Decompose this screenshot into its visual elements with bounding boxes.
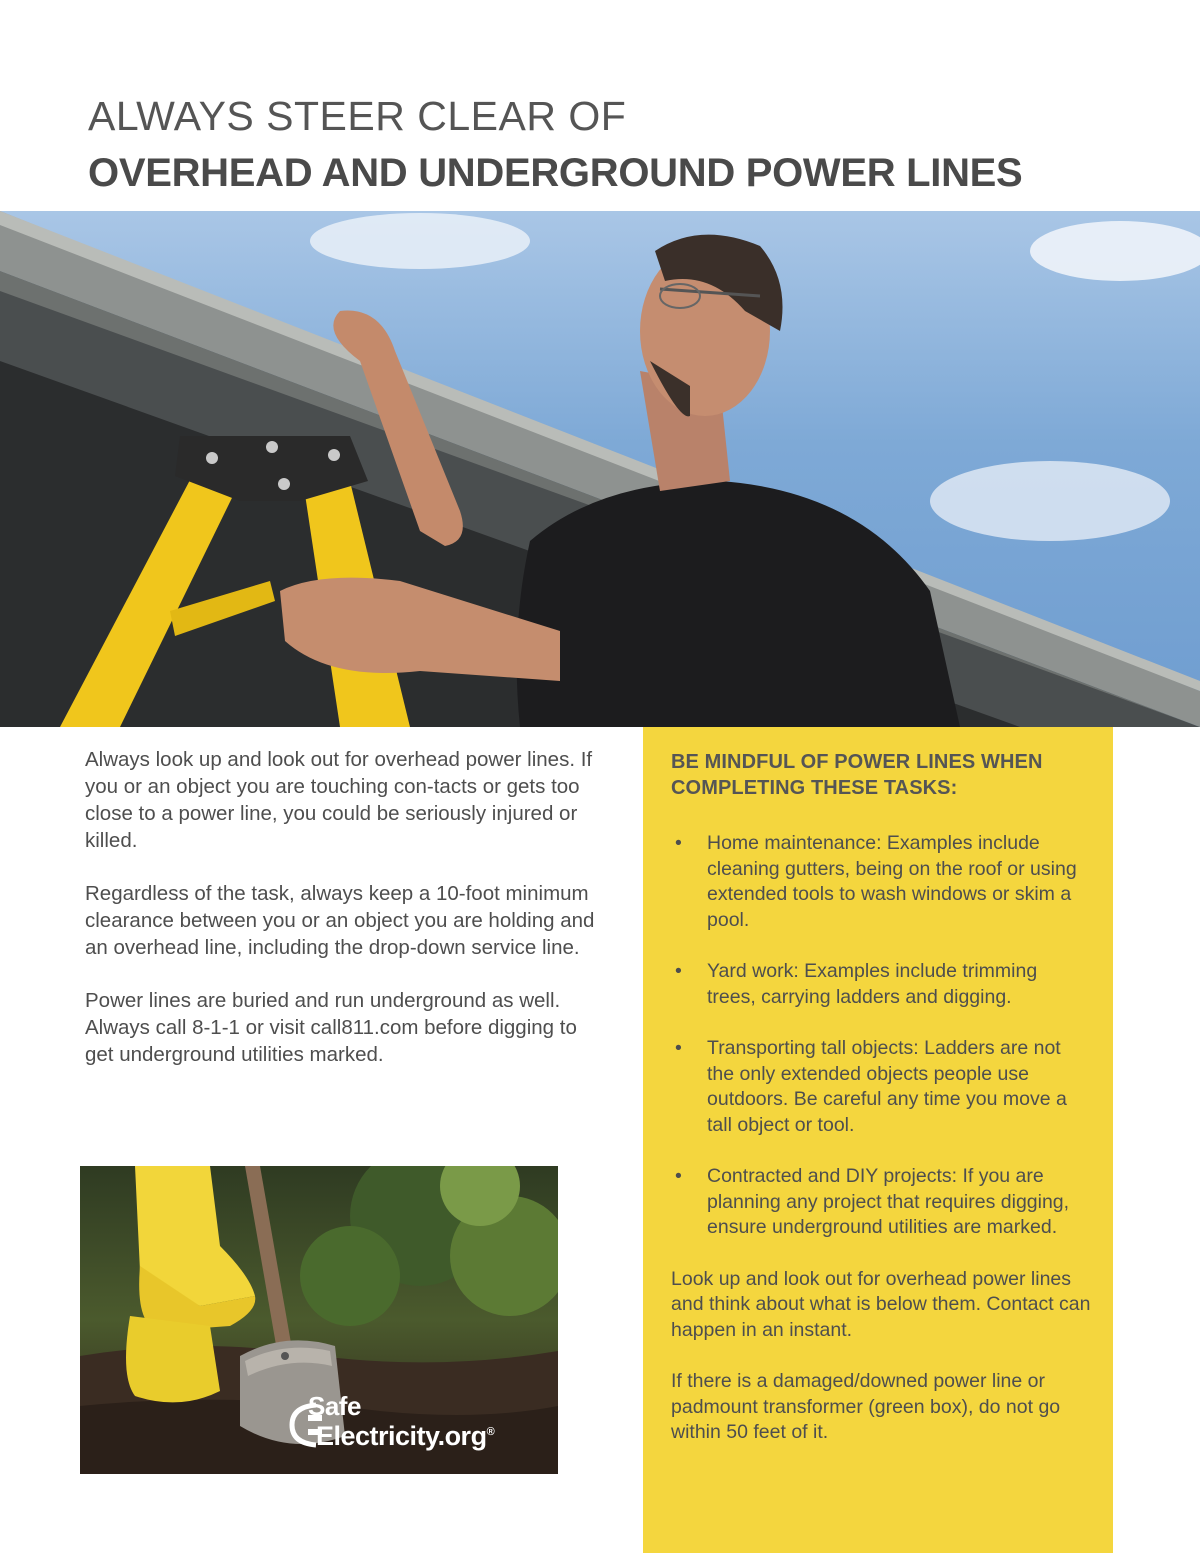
intro-text-column: [85, 746, 605, 1094]
logo-line-1: Safe: [308, 1391, 361, 1421]
bullet-icon: •: [675, 832, 682, 854]
sidebar-heading: BE MINDFUL OF POWER LINES WHEN COMPLETING THESE TASKS:: [671, 751, 1043, 799]
task-item-yard-work: [671, 959, 1091, 1010]
intro-paragraph-3: Power lines are buried and run underground as well. Always call 8-1-1 or visit call811.com before digging to get underground utilities marked.: [85, 989, 577, 1066]
closing-paragraph-2: If there is a damaged/downed power line or padmount transformer (green box), do not go within 50 feet of it.: [671, 1370, 1061, 1443]
intro-paragraph-1: Always look up and look out for overhead power lines. If you or an object you are touching con-tacts or gets too close to a power line, you could be seriously injured or killed.: [85, 748, 593, 852]
task-list: [671, 831, 1091, 1241]
task-item-transporting-tall-objects: [671, 1036, 1091, 1138]
task-item-contracted-diy: [671, 1164, 1091, 1241]
hero-photo-man-on-ladder: [0, 211, 1200, 727]
tasks-sidebar: [643, 727, 1113, 1553]
intro-paragraph-2: Regardless of the task, always keep a 10-foot minimum clearance between you or an object you are holding and an overhead line, including the drop-down service line.: [85, 882, 595, 959]
bullet-icon: •: [675, 1037, 682, 1059]
bullet-icon: •: [675, 960, 682, 982]
bullet-icon: •: [675, 1165, 682, 1187]
header-line-2: OVERHEAD AND UNDERGROUND POWER LINES: [88, 151, 1023, 195]
task-item-text: Home maintenance: Examples include cleaning gutters, being on the roof or using extended tools to wash windows or skim a pool.: [707, 832, 1077, 931]
task-item-text: Transporting tall objects: Ladders are not the only extended objects people use outdoors. Be careful any time you move a tall object or tool.: [707, 1037, 1067, 1136]
task-item-home-maintenance: [671, 831, 1091, 933]
digging-photo: [80, 1166, 558, 1474]
hero-illustration: [0, 211, 1200, 727]
closing-paragraph-1: Look up and look out for overhead power lines and think about what is below them. Contact can happen in an instant.: [671, 1267, 1091, 1341]
registered-mark: ®: [486, 1426, 495, 1438]
logo-line-2: [316, 1421, 494, 1452]
task-item-text: Yard work: Examples include trimming trees, carrying ladders and digging.: [707, 960, 1038, 1008]
logo-wordmark: Electricity.org: [316, 1421, 487, 1451]
task-item-text: Contracted and DIY projects: If you are planning any project that requires digging, ensure underground utilities are marked.: [707, 1165, 1070, 1238]
page-header: [88, 92, 1168, 202]
header-line-1: ALWAYS STEER CLEAR OF: [88, 93, 627, 139]
